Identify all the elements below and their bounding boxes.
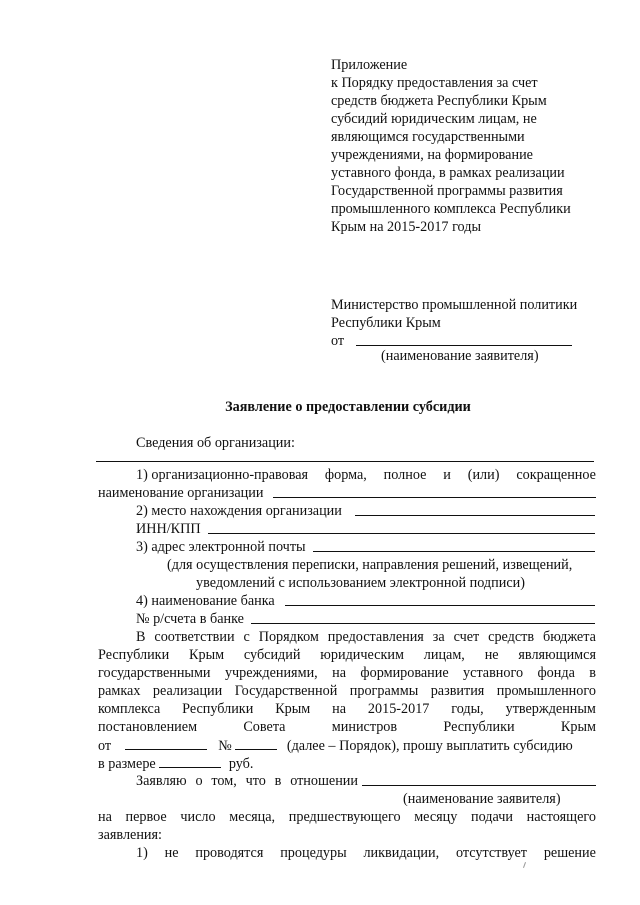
rub-label: руб. [228,756,254,772]
word: Порядком [258,629,319,645]
word: комплекса [98,701,161,717]
p2-line1: Заявляю о том, что в отношении [136,773,358,789]
word: развития [430,683,485,699]
email-note-line2: уведомлений с использованием электронной подписи) [196,575,525,591]
word: первое [125,809,167,825]
appendix-line: учреждениями, на формирование [331,147,533,163]
p1-line2 [98,646,596,664]
email-blank[interactable] [313,551,595,552]
word: постановлением [98,719,198,735]
word: счет [453,629,480,645]
ministry-name-line2: Республики Крым [331,315,441,331]
word: на [332,665,347,681]
word: не [164,845,179,861]
appendix-line: к Порядку предоставления за счет [331,75,538,91]
word: предшествующего [288,809,401,825]
word: отсутствует [456,845,527,861]
p1-line6 [98,718,596,736]
from-word: от [98,738,112,754]
p1-line5 [98,700,596,718]
p1-line4 [98,682,596,700]
word: бюджета [543,629,596,645]
word: Крым [189,647,225,663]
appendix-line: Приложение [331,57,408,73]
account-blank[interactable] [251,623,595,624]
word: рамках [98,683,141,699]
word: 2015-2017 [367,701,430,717]
word: месяцу [414,809,458,825]
inn-blank[interactable] [208,533,595,534]
org-name-blank[interactable] [273,497,596,498]
word: сокращенное [516,467,596,483]
word: В [136,629,146,645]
p1-rest-text: (далее – Порядок), прошу выплатить субсидию [286,738,573,754]
word: за [432,629,445,645]
word: месяца, [229,809,276,825]
item3-label: 3) адрес электронной почты [136,539,306,555]
account-label: № р/счета в банке [136,611,244,627]
p1-line3 [98,664,596,682]
org-info-blank[interactable] [96,461,594,462]
word: подачи [471,809,513,825]
item4-label: 4) наименование банка [136,593,275,609]
inn-label: ИНН/КПП [136,521,201,537]
word: государственными [98,665,211,681]
p2-line3: заявления: [98,827,162,843]
resolution-number-blank[interactable] [235,736,277,750]
word: не [484,647,499,663]
word: соответствии [154,629,235,645]
word: процедуры [280,845,347,861]
email-note-line1: (для осуществления переписки, направления решений, извещений, [167,557,573,573]
amount-label: в размере [98,756,156,772]
appendix-line: промышленного комплекса Республики [331,201,571,217]
word: формирование [360,665,449,681]
word: Республики [443,719,515,735]
word: Республики [182,701,254,717]
appendix-line: субсидий юридическим лицам, не [331,111,537,127]
applicant-caption: (наименование заявителя) [381,348,539,364]
p2-line2 [98,808,596,826]
word: лицам, [423,647,465,663]
location-blank[interactable] [355,515,595,516]
word: с [243,629,250,645]
p3-line1 [136,844,596,862]
word: полное [383,467,427,483]
word: 1) [136,845,148,861]
scan-speck [523,862,526,868]
p2-applicant-caption: (наименование заявителя) [403,791,561,807]
bank-name-blank[interactable] [285,605,595,606]
word: промышленного [496,683,596,699]
word: средств [488,629,535,645]
word: утвержденным [505,701,596,717]
word: Крым [275,701,311,717]
word: учреждениями, [224,665,318,681]
word: ликвидации, [363,845,440,861]
word: 1) организационно-правовая [136,467,309,483]
item1-line1 [136,466,596,484]
word: (или) [467,467,500,483]
word: на [332,701,347,717]
word: решение [543,845,596,861]
number-sign: № [218,738,232,754]
subsidy-amount-line [98,754,253,773]
appendix-line: уставного фонда, в рамках реализации [331,165,565,181]
item2-label: 2) место нахождения организации [136,503,342,519]
word: предоставления [327,629,424,645]
word: проводятся [195,845,264,861]
word: министров [331,719,398,735]
word: Государственной [234,683,338,699]
item1-line2-label: наименование организации [98,485,264,501]
org-info-label: Сведения об организации: [136,435,295,451]
word: уставного [463,665,524,681]
word: число [180,809,216,825]
word: форма, [324,467,367,483]
word: юридическим [320,647,404,663]
word: на [98,809,112,825]
ministry-name-line1: Министерство промышленной политики [331,297,578,313]
resolution-date-blank[interactable] [125,736,207,750]
word: Республики [98,647,170,663]
word: субсидий [243,647,301,663]
appendix-line: являющимся государственными [331,129,525,145]
applicant-name-blank[interactable] [356,345,572,346]
appendix-line: Крым на 2015-2017 годы [331,219,481,235]
word: в [589,665,596,681]
appendix-line: средств бюджета Республики Крым [331,93,547,109]
word: реализации [152,683,223,699]
p1-line1 [136,628,596,646]
p2-applicant-blank[interactable] [362,785,596,786]
word: настоящего [526,809,596,825]
word: Крым [560,719,596,735]
word: и [443,467,451,483]
word: программы [349,683,419,699]
word: Совета [243,719,286,735]
document-title: Заявление о предоставлении субсидии [225,399,471,415]
word: фонда [537,665,575,681]
word: являющимся [518,647,596,663]
from-label: от [331,333,345,349]
word: годы, [451,701,484,717]
subsidy-amount-blank[interactable] [159,754,221,768]
resolution-date-line [98,736,573,755]
appendix-line: Государственной программы развития [331,183,563,199]
